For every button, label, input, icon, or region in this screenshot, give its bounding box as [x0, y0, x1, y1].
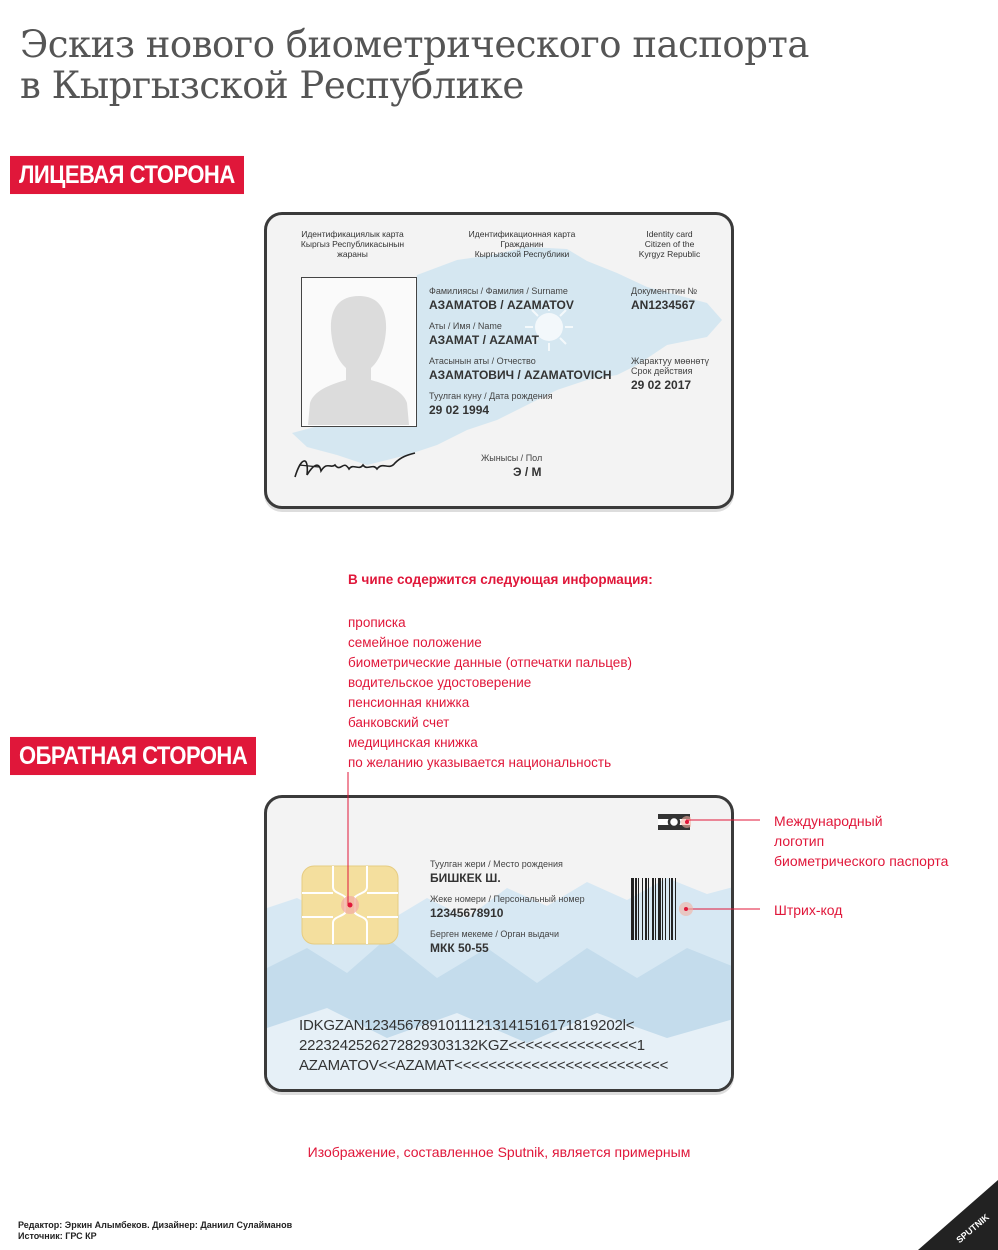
validity-label-ky: Жарактуу мөөнөтү [631, 356, 709, 366]
id-card-front [264, 212, 734, 509]
barcode-bar [655, 878, 656, 940]
personal-number-label: Жеке номери / Персональный номер [430, 894, 585, 904]
credits-editor: Редактор: Эркин Алымбеков. Дизайнер: Даниил Сулайманов [18, 1220, 293, 1230]
patronymic-value: АЗАМАТОВИЧ / AZAMATOVICH [429, 368, 612, 382]
machine-readable-zone [299, 1016, 668, 1076]
logo-callout [774, 811, 948, 871]
barcode-bar [631, 878, 634, 940]
brand-text: SPUTNIK [954, 1211, 992, 1246]
chip-info-item: пенсионная книжка [348, 695, 470, 710]
mrz-line: IDKGZAN12345678910111213141516171819202l< [299, 1017, 635, 1034]
validity-label-ru: Срок действия [631, 366, 693, 376]
birthplace-value: БИШКЕК Ш. [430, 871, 501, 885]
barcode-bar [669, 878, 670, 940]
logo-callout-line: логотип [774, 833, 825, 849]
personal-number-value: 12345678910 [430, 906, 504, 920]
chip-info-item: водительское удостоверение [348, 675, 532, 690]
birthplace-label: Туулган жери / Место рождения [430, 859, 563, 869]
sputnik-logo [918, 1180, 998, 1250]
barcode-bar [642, 878, 643, 940]
disclaimer: Изображение, составленное Sputnik, является примерным [307, 1144, 691, 1160]
person-silhouette-icon [302, 278, 415, 425]
chip-info-item: прописка [348, 615, 406, 630]
chip-info-item: биометрические данные (отпечатки пальцев) [348, 655, 632, 670]
document-number-label: Документтин № [631, 286, 698, 296]
barcode-bar [645, 878, 647, 940]
barcode-bar [665, 878, 666, 940]
header-english-line: Identity card [646, 229, 693, 239]
title-line-1: Эскиз нового биометрического паспорта [20, 23, 809, 66]
chip-info-item: семейное положение [348, 635, 482, 650]
sex-label: Жынысы / Пол [481, 453, 543, 463]
mrz-line: 2223242526272829303132KGZ<<<<<<<<<<<<<<<1 [299, 1037, 645, 1054]
header-kyrgyz-line: Идентификациялык карта [301, 229, 404, 239]
header-russian-line: Идентификационная карта [468, 229, 576, 239]
patronymic-label: Атасынын аты / Отчество [429, 356, 536, 366]
header-kyrgyz [285, 229, 420, 259]
header-kyrgyz-line: Кыргыз Республикасынын [300, 239, 405, 249]
name-label: Аты / Имя / Name [429, 321, 502, 331]
authority-label: Берген мекеме / Орган выдачи [430, 929, 560, 939]
document-number-value: AN1234567 [631, 298, 696, 312]
barcode-bar [675, 878, 676, 940]
name-value: АЗАМАТ / AZAMAT [429, 333, 540, 347]
header-russian [447, 229, 597, 259]
chip-info-item: банковский счет [348, 715, 450, 730]
barcode-bar [671, 878, 673, 940]
credits-source: Источник: ГРС КР [18, 1231, 97, 1241]
back-side-tag: ОБРАТНАЯ СТОРОНА [10, 737, 256, 775]
header-english [617, 229, 722, 259]
birth-date-value: 29 02 1994 [429, 403, 490, 417]
barcode-bar [658, 878, 661, 940]
header-english-line: Citizen of the [644, 239, 695, 249]
mrz-line: AZAMATOV<<AZAMAT<<<<<<<<<<<<<<<<<<<<<<<<< [299, 1057, 669, 1074]
header-russian-line: Кыргызской Республики [474, 249, 570, 259]
header-kyrgyz-line: жараны [337, 249, 368, 259]
chip-info-item: медицинская книжка [348, 735, 478, 750]
page-title [20, 24, 920, 106]
chip-icon [301, 865, 399, 945]
signature [291, 447, 421, 487]
barcode-bar [635, 878, 637, 940]
header-russian-line: Гражданин [500, 239, 544, 249]
barcode-bar [662, 878, 663, 940]
front-side-tag: ЛИЦЕВАЯ СТОРОНА [10, 156, 244, 194]
surname-label: Фамилиясы / Фамилия / Surname [429, 286, 568, 296]
chip-info-item: по желанию указывается национальность [348, 755, 612, 770]
birth-date-label: Туулган куну / Дата рождения [429, 391, 553, 401]
chip-info-heading: В чипе содержится следующая информация: [348, 572, 653, 587]
credits [18, 1220, 292, 1242]
logo-callout-line: Международный [774, 813, 883, 829]
id-card-back [264, 795, 734, 1092]
barcode-bar [638, 878, 639, 940]
photo-frame [301, 277, 417, 427]
barcode-bar [648, 878, 649, 940]
sex-value: Э / M [513, 465, 542, 479]
barcode-bar [652, 878, 654, 940]
biometric-passport-logo-icon [657, 812, 691, 832]
header-english-line: Kyrgyz Republic [638, 249, 701, 259]
chip-info-block [348, 572, 848, 773]
surname-value: АЗАМАТОВ / AZAMATOV [429, 298, 574, 312]
logo-callout-line: биометрического паспорта [774, 853, 949, 869]
barcode [631, 878, 715, 940]
validity-value: 29 02 2017 [631, 378, 692, 392]
authority-value: МКК 50-55 [430, 941, 489, 955]
barcode-callout: Штрих-код [774, 902, 843, 918]
title-line-2: в Кыргызской Республике [20, 64, 524, 107]
